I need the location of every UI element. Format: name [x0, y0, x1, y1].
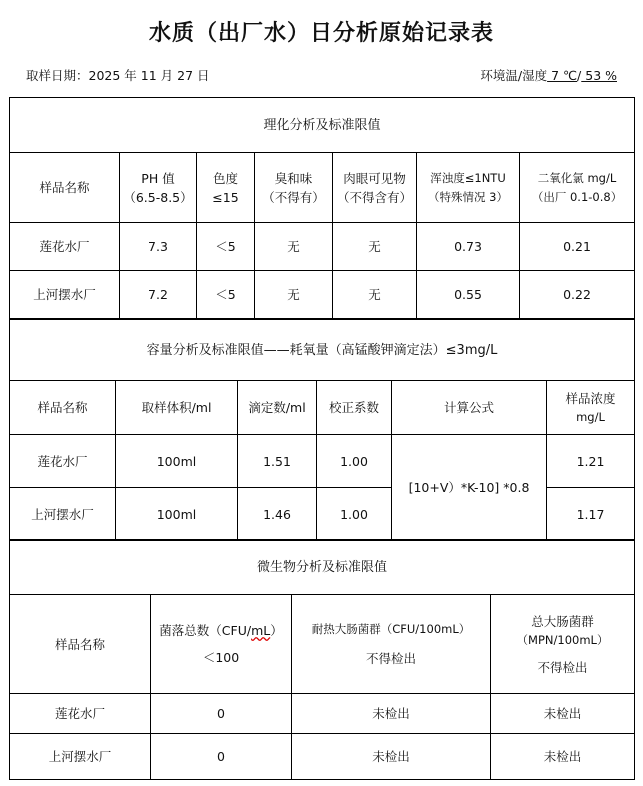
correction-factor-value: 1.00: [317, 488, 392, 541]
humidity-value: 53 %: [581, 68, 617, 83]
page-title: 水质（出厂水）日分析原始记录表: [148, 20, 494, 46]
sample-name: 上河摆水厂: [10, 271, 120, 319]
odor-value: 无: [255, 271, 333, 319]
odor-value: 无: [255, 223, 333, 271]
turbidity-value: 0.55: [417, 271, 520, 319]
sample-name: 莲花水厂: [10, 223, 120, 271]
turbidity-value: 0.73: [417, 223, 520, 271]
temperature-value: 7 ℃: [547, 68, 578, 83]
visible-matter-value: 无: [333, 271, 417, 319]
header-visible-matter: 肉眼可见物 （不得含有）: [333, 153, 417, 223]
header-total-coliform: 总大肠菌群 （MPN/100mL） 不得检出: [491, 595, 635, 694]
microbiology-table: [9, 539, 635, 780]
thermotolerant-coliform-value: 未检出: [292, 734, 491, 780]
table-row: [10, 694, 635, 734]
table-row: [10, 271, 635, 319]
correction-factor-value: 1.00: [317, 435, 392, 488]
header-colony-count: 菌落总数（CFU/mL） ＜100: [151, 595, 292, 694]
header-color: 色度 ≤15: [197, 153, 255, 223]
concentration-value: 1.21: [547, 435, 635, 488]
ph-value: 7.2: [120, 271, 197, 319]
colony-count-value: 0: [151, 694, 292, 734]
total-coliform-value: 未检出: [491, 694, 635, 734]
header-chlorine-dioxide: 二氧化氯 mg/L （出厂 0.1-0.8）: [520, 153, 635, 223]
section3-title: 微生物分析及标准限值: [10, 540, 635, 595]
table-row: [10, 223, 635, 271]
header-sample-name: 样品名称: [10, 153, 120, 223]
header-concentration: 样品浓度 mg/L: [547, 381, 635, 435]
sample-name: 上河摆水厂: [10, 734, 151, 780]
thermotolerant-coliform-value: 未检出: [292, 694, 491, 734]
header-correction-factor: 校正系数: [317, 381, 392, 435]
table-row: [10, 435, 635, 488]
total-coliform-value: 未检出: [491, 734, 635, 780]
section1-title: 理化分析及标准限值: [10, 98, 635, 153]
sampling-date: [26, 66, 210, 84]
chlorine-dioxide-value: 0.21: [520, 223, 635, 271]
env-label: 环境温/湿度: [480, 68, 548, 83]
oxygen-consumption-table: [9, 319, 635, 541]
header-ph: PH 值 （6.5-8.5）: [120, 153, 197, 223]
titration-value: 1.46: [238, 488, 317, 541]
concentration-value: 1.17: [547, 488, 635, 541]
colony-count-value: 0: [151, 734, 292, 780]
date-label: 取样日期：: [26, 68, 89, 83]
formula-value: [10+V）*K-10] *0.8: [392, 435, 547, 541]
header-sample-name: 样品名称: [10, 381, 116, 435]
header-formula: 计算公式: [392, 381, 547, 435]
sample-name: 上河摆水厂: [10, 488, 116, 541]
sample-name: 莲花水厂: [10, 694, 151, 734]
chlorine-dioxide-value: 0.22: [520, 271, 635, 319]
header-sample-name: 样品名称: [10, 595, 151, 694]
header-thermotolerant-coliform: 耐热大肠菌群（CFU/100mL） 不得检出: [292, 595, 491, 694]
color-value: ＜5: [197, 223, 255, 271]
header-odor: 臭和味 （不得有）: [255, 153, 333, 223]
volume-value: 100ml: [116, 435, 238, 488]
sample-name: 莲花水厂: [10, 435, 116, 488]
volume-value: 100ml: [116, 488, 238, 541]
physicochemical-table: [9, 97, 635, 319]
environment-info: 环境温/湿度 7 ℃/ 53 %: [480, 68, 617, 83]
titration-value: 1.51: [238, 435, 317, 488]
header-volume: 取样体积/ml: [116, 381, 238, 435]
color-value: ＜5: [197, 271, 255, 319]
ph-value: 7.3: [120, 223, 197, 271]
header-turbidity: 浑浊度≤1NTU （特殊情况 3）: [417, 153, 520, 223]
header-titration: 滴定数/ml: [238, 381, 317, 435]
date-value: 2025 年 11 月 27 日: [88, 68, 210, 83]
visible-matter-value: 无: [333, 223, 417, 271]
section2-title: 容量分析及标准限值——耗氧量（高锰酸钾滴定法）≤3mg/L: [10, 320, 635, 381]
table-row: [10, 734, 635, 780]
